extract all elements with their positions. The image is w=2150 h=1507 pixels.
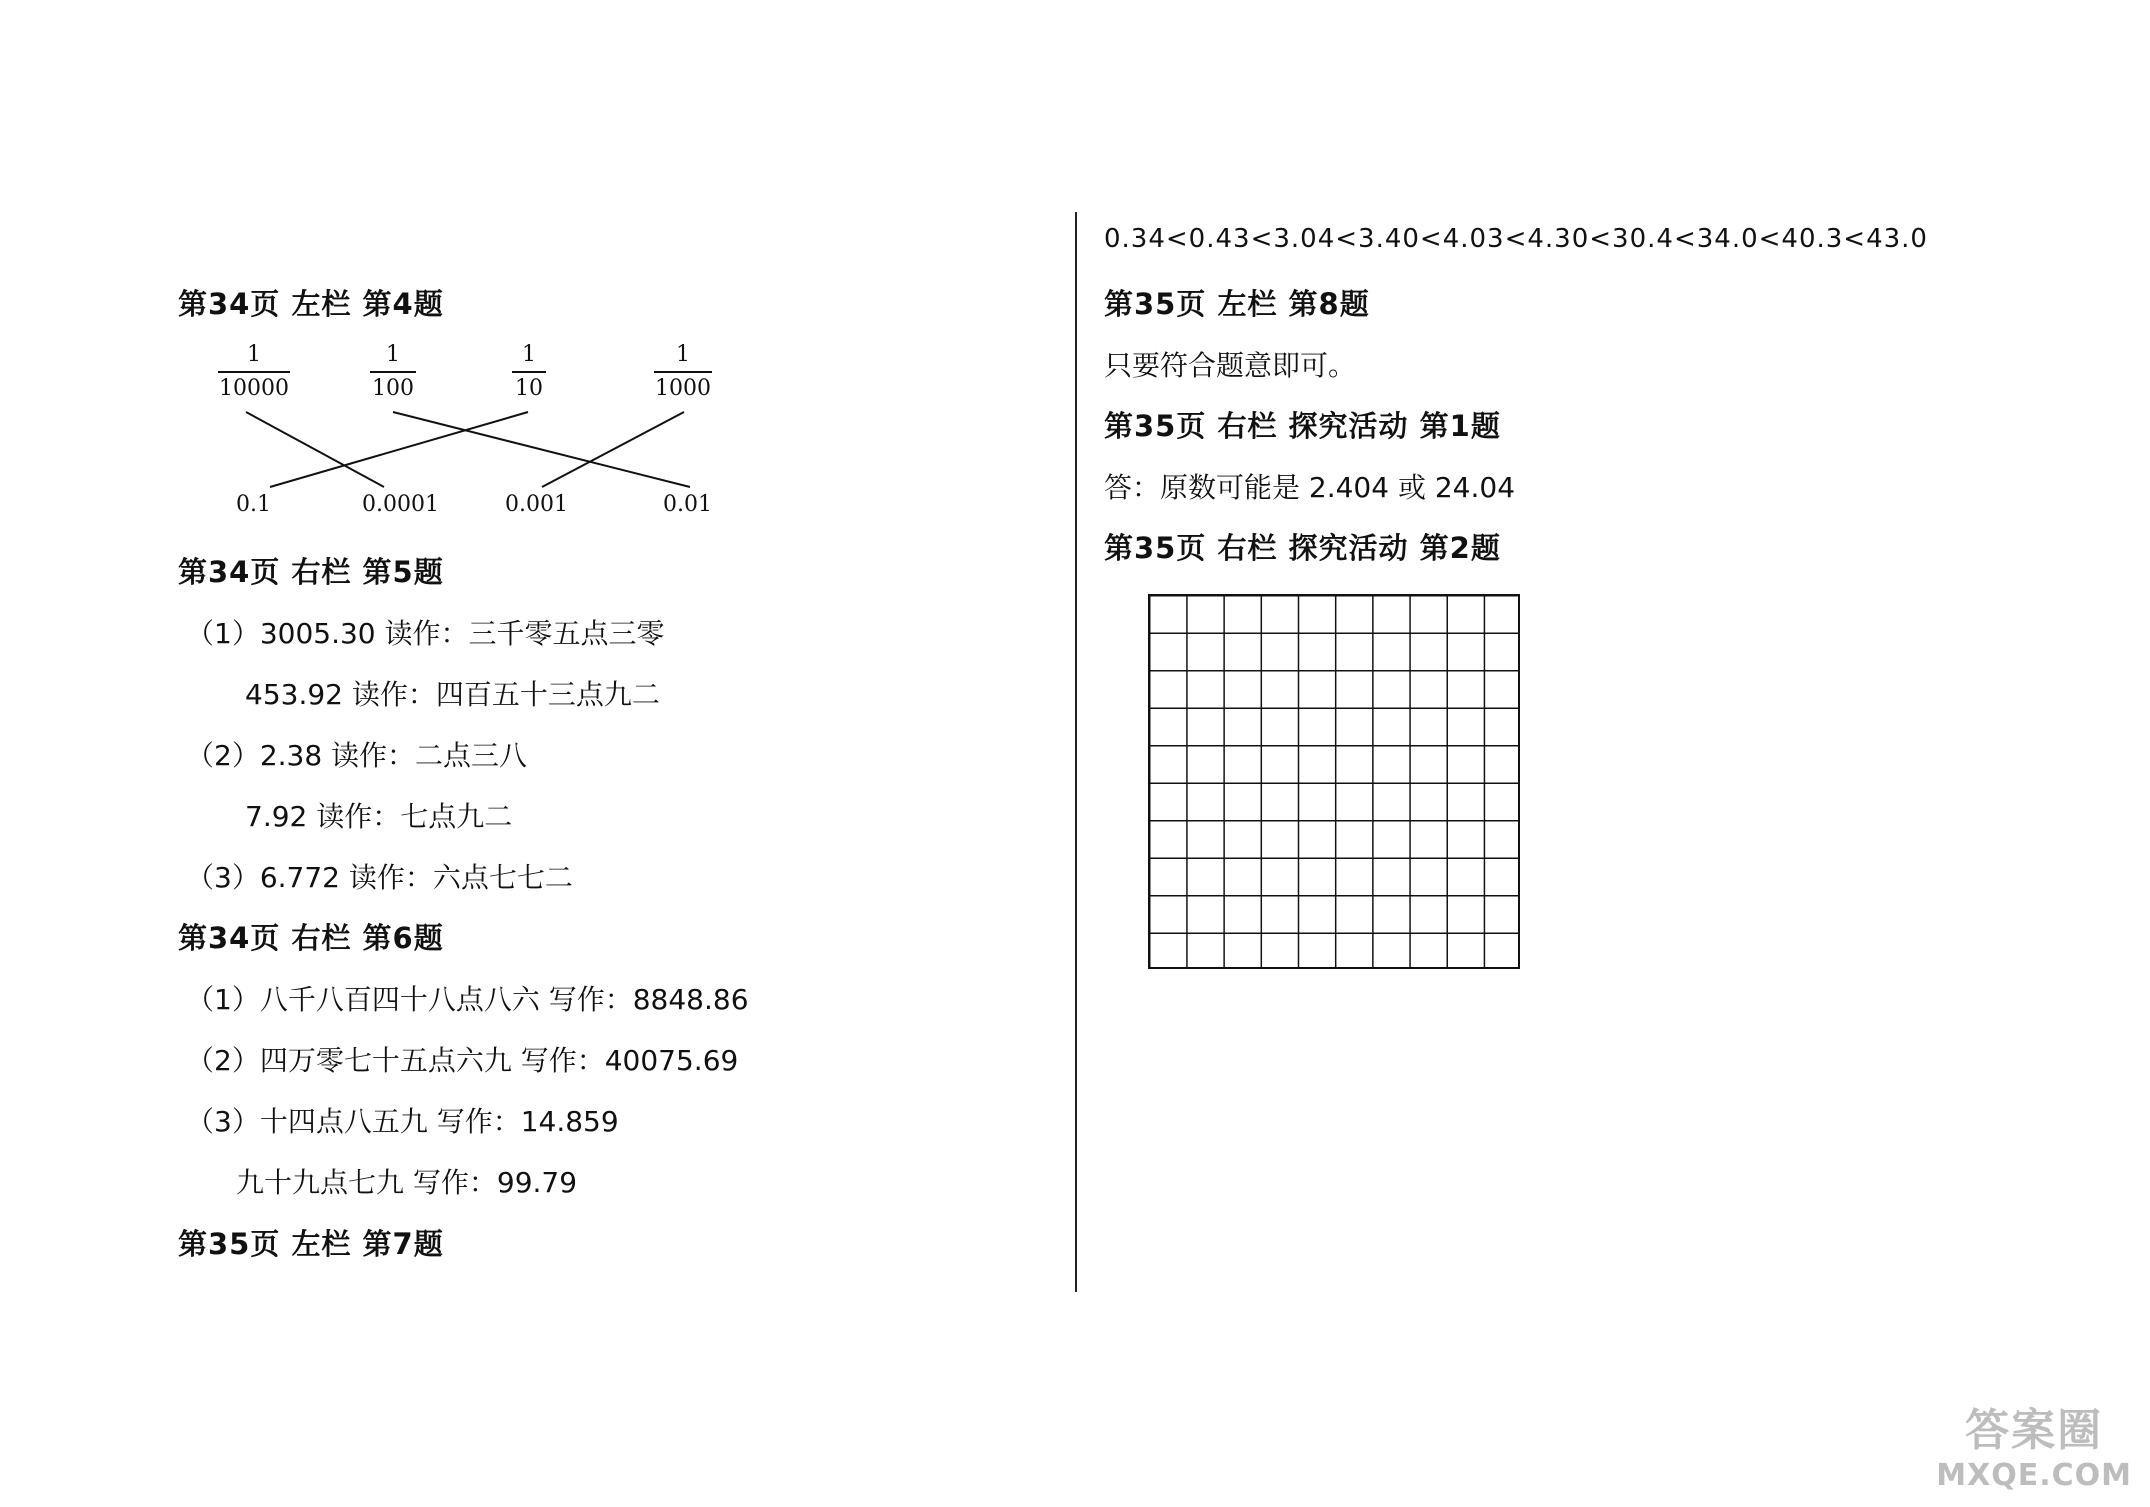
q5-line-5: （3）6.772 读作：六点七七二 [186, 861, 573, 894]
fraction-numerator: 1 [386, 342, 400, 367]
q5-line-1: （1）3005.30 读作：三千零五点三零 [186, 617, 665, 650]
q8-answer: 只要符合题意即可。 [1104, 349, 1357, 382]
watermark-url: MXQE.COM [1936, 1458, 2132, 1493]
match-line-10000-to-0.0001 [246, 412, 384, 487]
fraction-denominator: 1000 [655, 376, 711, 401]
q6-line-1: （1）八千八百四十八点八六 写作：8848.86 [186, 983, 749, 1016]
q6-line-4: 九十九点七九 写作：99.79 [236, 1166, 578, 1199]
q5-line-3: （2）2.38 读作：二点三八 [186, 739, 528, 772]
match-line-100-to-0.01 [393, 412, 690, 487]
explore1-heading: 第35页 右栏 探究活动 第1题 [1104, 409, 1501, 443]
fraction-numerator: 1 [676, 342, 690, 367]
q6-heading: 第34页 右栏 第6题 [178, 921, 444, 955]
q4-heading: 第34页 左栏 第4题 [178, 287, 444, 321]
q6-line-3: （3）十四点八五九 写作：14.859 [186, 1105, 619, 1138]
fraction-numerator: 1 [247, 342, 261, 367]
fraction-denominator: 10 [515, 376, 543, 401]
q7-answer: 0.34<0.43<3.04<3.40<4.03<4.30<30.4<34.0<40.3<43.0 [1104, 224, 1928, 254]
watermark-logo: 答案圈 [1965, 1405, 2104, 1456]
watermark [1936, 1394, 2132, 1493]
decimal-0.1: 0.1 [236, 492, 271, 517]
q8-heading: 第35页 左栏 第8题 [1104, 287, 1370, 321]
fraction-numerator: 1 [522, 342, 536, 367]
q5-heading: 第34页 右栏 第5题 [178, 555, 444, 589]
match-line-1000-to-0.001 [542, 412, 684, 487]
fraction-denominator: 10000 [219, 376, 289, 401]
q5-line-2: 453.92 读作：四百五十三点九二 [245, 678, 660, 711]
q6-line-2: （2）四万零七十五点六九 写作：40075.69 [186, 1044, 739, 1077]
match-line-10-to-0.1 [270, 412, 528, 487]
fraction-denominator: 100 [372, 376, 414, 401]
q5-line-4: 7.92 读作：七点九二 [245, 800, 513, 833]
decimal-0.0001: 0.0001 [362, 492, 439, 517]
hundred-grid [1148, 594, 1520, 969]
decimal-0.01: 0.01 [663, 492, 712, 517]
decimal-0.001: 0.001 [505, 492, 568, 517]
q7-heading: 第35页 左栏 第7题 [178, 1227, 444, 1261]
explore2-heading: 第35页 右栏 探究活动 第2题 [1104, 531, 1501, 565]
explore1-answer: 答：原数可能是 2.404 或 24.04 [1104, 471, 1516, 504]
